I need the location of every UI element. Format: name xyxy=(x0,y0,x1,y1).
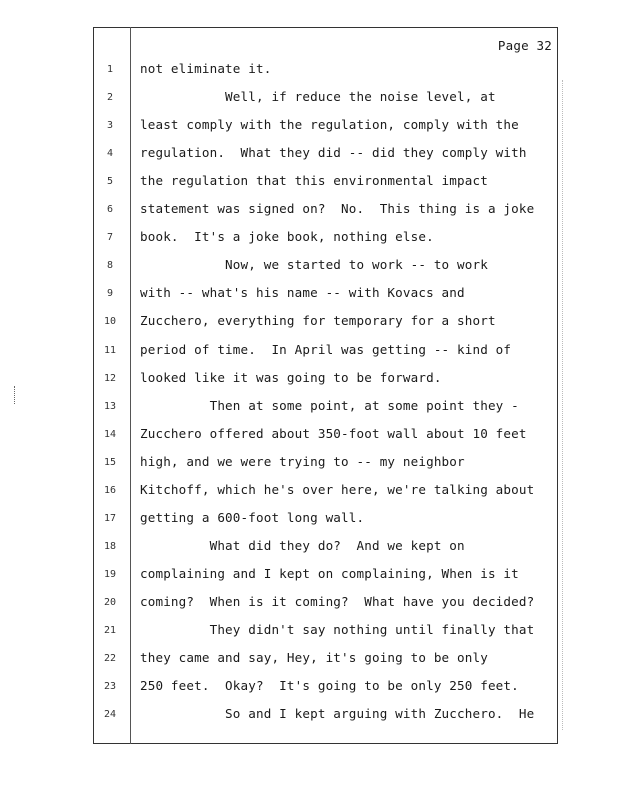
line-text: period of time. In April was getting -- kind of xyxy=(140,341,512,357)
line-number: 16 xyxy=(103,484,117,496)
line-text: high, and we were trying to -- my neighbor xyxy=(140,453,465,469)
line-text: Now, we started to work -- to work xyxy=(140,257,488,273)
line-number: 9 xyxy=(106,288,114,300)
line-number: 23 xyxy=(103,681,117,693)
line-text: least comply with the regulation, comply with the xyxy=(140,117,519,133)
line-text: regulation. What they did -- did they comply with xyxy=(140,145,527,161)
transcript-line xyxy=(0,398,618,418)
line-number: 20 xyxy=(103,596,117,608)
line-text: complaining and I kept on complaining, When is it xyxy=(140,565,519,581)
line-number: 19 xyxy=(103,568,117,580)
line-text: not eliminate it. xyxy=(140,61,272,76)
transcript-line xyxy=(0,594,618,614)
transcript-line xyxy=(0,173,618,193)
line-text: with -- what's his name -- with Kovacs and xyxy=(140,285,465,301)
transcript-line xyxy=(0,426,618,446)
transcript-line xyxy=(0,482,618,502)
line-text: They didn't say nothing until finally that xyxy=(140,622,535,637)
line-number: 6 xyxy=(106,204,114,216)
transcript-line xyxy=(0,538,618,558)
line-text: book. It's a joke book, nothing else. xyxy=(140,229,434,245)
transcript-line xyxy=(0,285,618,305)
line-text: coming? When is it coming? What have you decided? xyxy=(140,593,535,609)
line-text: getting a 600-foot long wall. xyxy=(140,509,365,525)
line-text: they came and say, Hey, it's going to be only xyxy=(140,650,488,666)
line-text: looked like it was going to be forward. xyxy=(140,369,442,385)
line-number: 13 xyxy=(103,400,117,412)
line-number: 11 xyxy=(103,344,117,356)
line-number: 15 xyxy=(103,456,117,468)
line-text: the regulation that this environmental impact xyxy=(140,173,488,189)
transcript-line xyxy=(0,510,618,530)
transcript-line xyxy=(0,454,618,474)
transcript-line xyxy=(0,566,618,586)
line-text: statement was signed on? No. This thing is a joke xyxy=(140,201,535,217)
line-number: 18 xyxy=(103,540,117,552)
transcript-line xyxy=(0,117,618,137)
line-number: 22 xyxy=(103,653,117,665)
line-text: What did they do? And we kept on xyxy=(140,537,465,553)
line-number: 5 xyxy=(106,176,114,188)
transcript-line xyxy=(0,706,618,726)
transcript-line xyxy=(0,89,618,109)
line-text: Kitchoff, which he's over here, we're talking about xyxy=(140,481,535,497)
line-text: Zucchero offered about 350-foot wall about 10 feet xyxy=(140,425,527,441)
line-text: 250 feet. Okay? It's going to be only 250 feet. xyxy=(140,678,519,694)
line-number: 12 xyxy=(103,372,117,384)
transcript-line xyxy=(0,342,618,362)
line-number: 2 xyxy=(106,92,114,104)
line-text: Zucchero, everything for temporary for a short xyxy=(140,313,496,329)
transcript-line xyxy=(0,61,618,81)
line-text: Then at some point, at some point they - xyxy=(140,397,519,413)
transcript-line xyxy=(0,622,618,642)
line-number: 14 xyxy=(103,428,117,440)
transcript-line xyxy=(0,678,618,698)
transcript-line xyxy=(0,201,618,221)
transcript-line xyxy=(0,313,618,333)
transcript-line xyxy=(0,229,618,249)
line-number: 7 xyxy=(106,232,114,244)
page-number: Page 32 xyxy=(497,38,552,53)
line-number: 24 xyxy=(103,709,117,721)
line-number: 21 xyxy=(103,625,117,636)
line-number: 8 xyxy=(106,260,114,272)
transcript-line xyxy=(0,370,618,390)
line-number: 17 xyxy=(103,512,117,524)
transcript-line xyxy=(0,650,618,670)
line-text: So and I kept arguing with Zucchero. He xyxy=(140,706,535,722)
line-text: Well, if reduce the noise level, at xyxy=(140,89,496,105)
line-number: 1 xyxy=(106,64,114,75)
line-number: 4 xyxy=(106,148,114,160)
transcript-line xyxy=(0,145,618,165)
transcript-line xyxy=(0,257,618,277)
line-number: 10 xyxy=(103,316,117,328)
line-number: 3 xyxy=(106,120,114,132)
